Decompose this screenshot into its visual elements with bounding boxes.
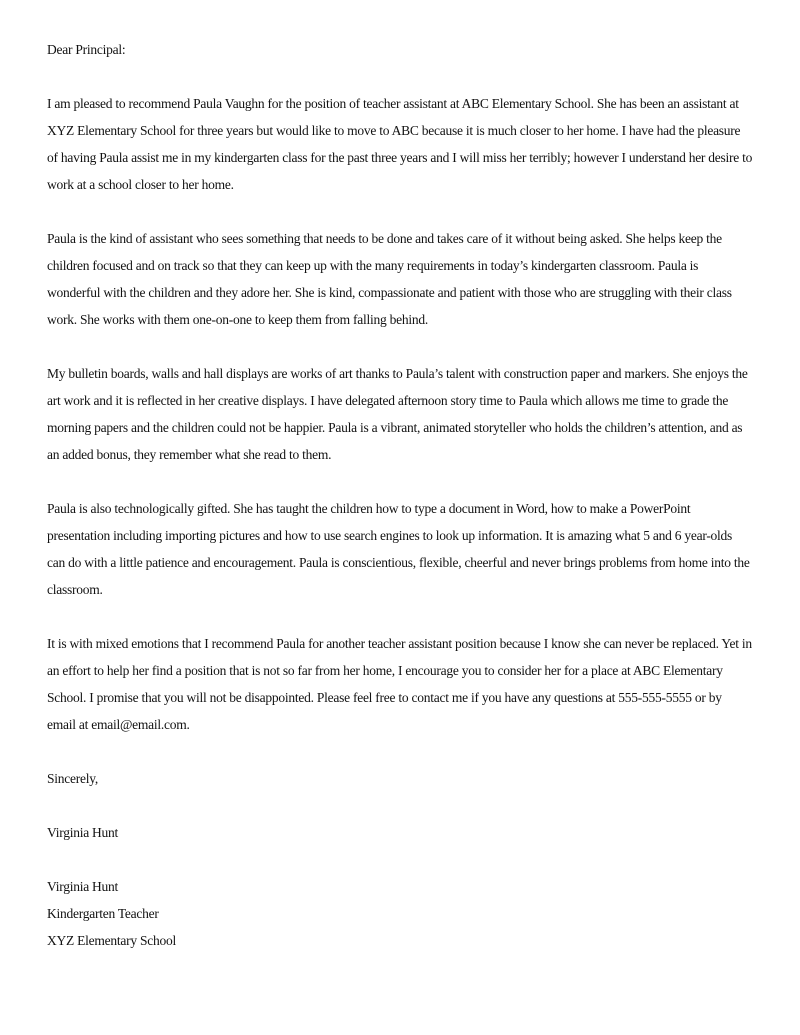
letter-body bbox=[47, 36, 753, 954]
salutation: Dear Principal: bbox=[47, 42, 126, 57]
letter-paragraph: My bulletin boards, walls and hall displays are works of art thanks to Paula’s talent with construction paper and markers. She enjoys the art work and it is reflected in her creative displays. I have delegated afternoon story time to Paula which allows me time to grade the morning papers and the children could not be happier. Paula is a vibrant, animated storyteller who holds the children’s attention, and as an added bonus, they remember what she read to them. bbox=[47, 366, 748, 462]
letter-paragraph: Paula is also technologically gifted. She has taught the children how to type a document in Word, how to make a PowerPoint presentation including importing pictures and how to use search engines to look up information. It is amazing what 5 and 6 year-olds can do with a little patience and encouragement. Paula is conscientious, flexible, cheerful and never brings problems from home into the classroom. bbox=[47, 501, 750, 597]
signature-block-title: Kindergarten Teacher bbox=[47, 906, 159, 921]
signature-block bbox=[47, 873, 753, 954]
closing: Sincerely, bbox=[47, 771, 98, 786]
signature-block-school: XYZ Elementary School bbox=[47, 933, 176, 948]
signature-name: Virginia Hunt bbox=[47, 825, 119, 840]
signature-block-name: Virginia Hunt bbox=[47, 879, 119, 894]
letter-paragraph: Paula is the kind of assistant who sees something that needs to be done and takes care of it without being asked. She helps keep the children focused and on track so that they can keep up with the many requirements in today’s kindergarten classroom. Paula is wonderful with the children and they adore her. She is kind, compassionate and patient with those who are struggling with their class work. She works with them one-on-one to keep them from falling behind. bbox=[47, 231, 732, 327]
letter-paragraph: I am pleased to recommend Paula Vaughn for the position of teacher assistant at ABC Elementary School. She has been an assistant at XYZ Elementary School for three years but would like to move to ABC because it is much closer to her home. I have had the pleasure of having Paula assist me in my kindergarten class for the past three years and I will miss her terribly; however I understand her desire to work at a school closer to her home. bbox=[47, 96, 753, 192]
letter-paragraph: It is with mixed emotions that I recommend Paula for another teacher assistant position because I know she can never be replaced. Yet in an effort to help her find a position that is not so far from her home, I encourage you to consider her for a place at ABC Elementary School. I promise that you will not be disappointed. Please feel free to contact me if you have any questions at 555-555-5555 or by email at email@email.com. bbox=[47, 636, 752, 732]
